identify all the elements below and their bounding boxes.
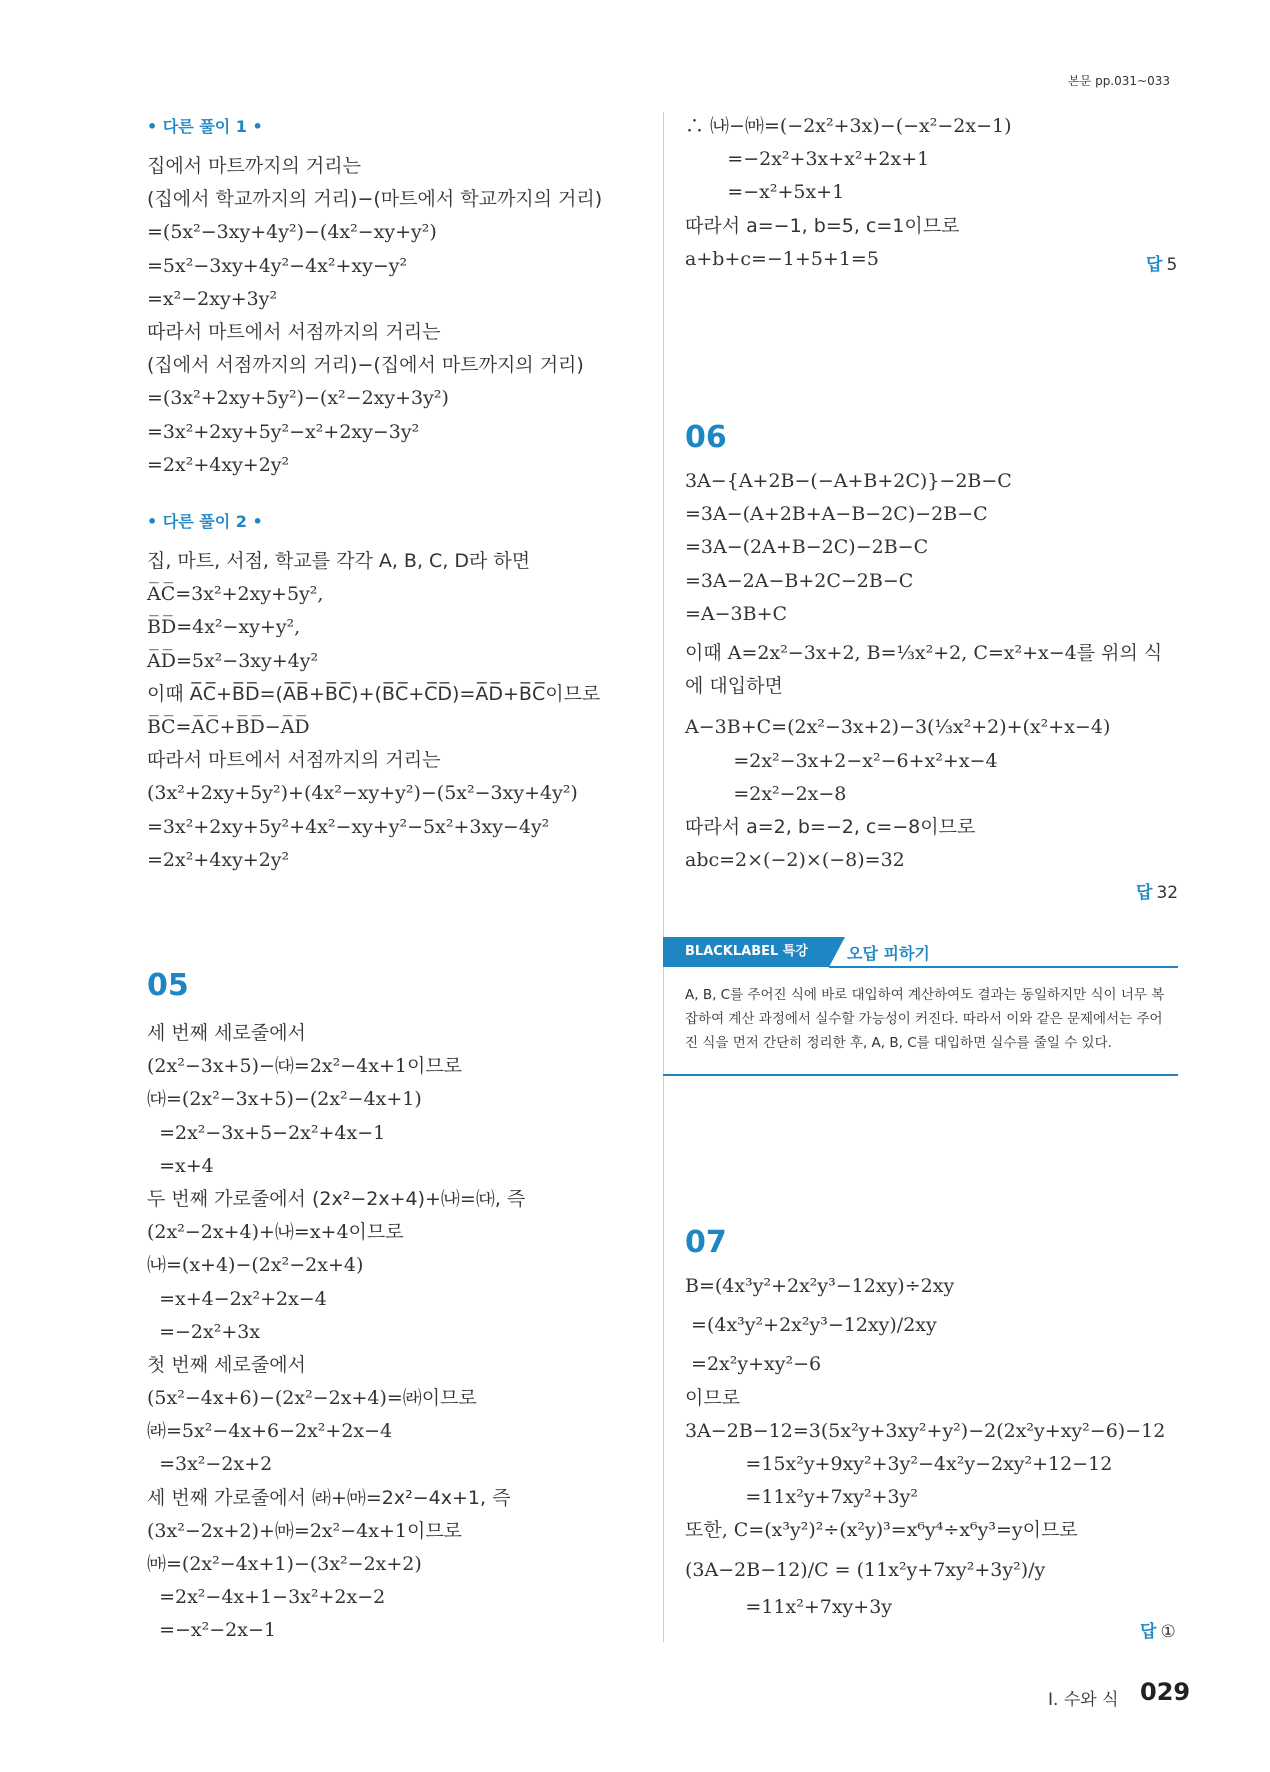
solution-line: 또한, C=(x³y²)²÷(x²y)³=x⁶y⁴÷x⁶y³=y이므로 <box>685 1519 1078 1542</box>
solution-line: 이때 A̅C̅+B̅D̅=(A̅B̅+B̅C̅)+(B̅C̅+C̅D̅)=A̅D̅+B̅C̅이므로 <box>147 682 601 705</box>
solution-line: (집에서 서점까지의 거리)−(집에서 마트까지의 거리) <box>147 354 584 377</box>
alt-solution-2 <box>147 509 263 532</box>
answer-label: 답 <box>1146 255 1163 275</box>
solution-line: 집에서 마트까지의 거리는 <box>147 155 361 177</box>
problem-05-continued <box>685 110 1012 276</box>
solution-line: =3A−(A+2B+A−B−2C)−2B−C <box>685 503 988 526</box>
solution-line: 3A−{A+2B−(−A+B+2C)}−2B−C <box>685 470 1012 492</box>
blacklabel-box <box>663 937 1178 1077</box>
alt-solution-2-body <box>147 545 600 877</box>
alt-solution-2-title: • 다른 풀이 2 • <box>147 512 263 531</box>
solution-line: (2x²−3x+5)−㈐=2x²−4x+1이므로 <box>147 1055 463 1078</box>
problem-number-06: 06 <box>685 420 727 455</box>
solution-line: =A−3B+C <box>685 602 788 625</box>
solution-line: =3x²+2xy+5y²−x²+2xy−3y² <box>147 420 420 443</box>
answer-05 <box>1146 250 1177 275</box>
solution-line: B̅D̅=4x²−xy+y², <box>147 616 301 639</box>
problem-05-body <box>147 1017 525 1648</box>
solution-line: =x²−2xy+3y² <box>147 287 278 310</box>
answer-value: ① <box>1160 1622 1176 1642</box>
solution-line: (3A−2B−12)/C = (11x²y+7xy²+3y²)/y <box>685 1558 1046 1581</box>
solution-line: 이때 A=2x²−3x+2, B=⅓x²+2, C=x²+x−4를 위의 식 <box>685 641 1163 664</box>
solution-line: =−x²−2x−1 <box>147 1619 276 1642</box>
solution-line: (3x²+2xy+5y²)+(4x²−xy+y²)−(5x²−3xy+4y²) <box>147 782 578 805</box>
problem-07-body <box>685 1270 1165 1624</box>
solution-line: 이므로 <box>685 1386 741 1409</box>
solution-line: 첫 번째 세로줄에서 <box>147 1353 306 1376</box>
column-divider <box>663 112 664 1642</box>
alt-solution-1-title: • 다른 풀이 1 • <box>147 117 263 136</box>
solution-line: ㈐=(2x²−3x+5)−(2x²−4x+1) <box>147 1088 422 1111</box>
solution-line: 따라서 마트에서 서점까지의 거리는 <box>147 320 441 343</box>
solution-line: 에 대입하면 <box>685 675 783 698</box>
footer-chapter: Ⅰ. 수와 식 <box>1048 1690 1119 1710</box>
blacklabel-tab-notch <box>829 937 845 967</box>
problem-number-05: 05 <box>147 968 189 1003</box>
solution-line: 세 번째 가로줄에서 ㈑+㈒=2x²−4x+1, 즉 <box>147 1486 511 1509</box>
solution-line: =x+4−2x²+2x−4 <box>147 1287 327 1310</box>
answer-value: 5 <box>1166 255 1178 275</box>
answer-07 <box>1140 1617 1176 1642</box>
solution-line: =2x²−2x−8 <box>685 782 847 805</box>
blacklabel-top-rule <box>829 966 1178 968</box>
blacklabel-bottom-rule <box>663 1074 1178 1076</box>
solution-line: =11x²y+7xy²+3y² <box>685 1486 918 1509</box>
solution-line: =(4x³y²+2x²y³−12xy)/2xy <box>685 1314 937 1337</box>
alt-solution-1 <box>147 114 263 137</box>
answer-label: 답 <box>1136 883 1153 903</box>
solution-line: ∴ ㈏−㈒=(−2x²+3x)−(−x²−2x−1) <box>685 115 1012 137</box>
solution-line: (2x²−2x+4)+㈏=x+4이므로 <box>147 1221 404 1244</box>
solution-line: =(5x²−3xy+4y²)−(4x²−xy+y²) <box>147 221 437 244</box>
solution-line: 세 번째 세로줄에서 <box>147 1022 306 1044</box>
solution-line: 두 번째 가로줄에서 (2x²−2x+4)+㈏=㈐, 즉 <box>147 1187 526 1210</box>
problem-06-body <box>685 465 1162 877</box>
solution-line: 따라서 a=2, b=−2, c=−8이므로 <box>685 815 976 838</box>
solution-line: A−3B+C=(2x²−3x+2)−3(⅓x²+2)+(x²+x−4) <box>685 716 1111 739</box>
solution-line: 집, 마트, 서점, 학교를 각각 A, B, C, D라 하면 <box>147 550 531 572</box>
solution-line: =−2x²+3x+x²+2x+1 <box>685 148 930 171</box>
blacklabel-text: A, B, C를 주어진 식에 바로 대입하여 계산하여도 결과는 동일하지만 식이 너무 복잡하여 계산 과정에서 실수할 가능성이 커진다. 따라서 이와 같은 문제에서는 주어진 식을 먼저 간단히 정리한 후, A, B, C를 대입하면 실수를 줄일 수 있다. <box>685 987 1165 1051</box>
solution-line: =11x²+7xy+3y <box>685 1595 893 1618</box>
solution-line: 따라서 마트에서 서점까지의 거리는 <box>147 749 441 772</box>
solution-line: =2x²−4x+1−3x²+2x−2 <box>147 1586 386 1609</box>
alt-solution-1-body <box>147 150 602 482</box>
solution-line: a+b+c=−1+5+1=5 <box>685 247 879 270</box>
solution-line: A̅D̅=5x²−3xy+4y² <box>147 649 319 672</box>
solution-line: ㈒=(2x²−4x+1)−(3x²−2x+2) <box>147 1553 422 1575</box>
page-reference: 본문 pp.031~033 <box>1068 74 1170 88</box>
solution-line: (5x²−4x+6)−(2x²−2x+4)=㈑이므로 <box>147 1387 477 1410</box>
solution-line: (3x²−2x+2)+㈒=2x²−4x+1이므로 <box>147 1519 463 1542</box>
answer-06 <box>1136 878 1178 903</box>
solution-line: =3A−2A−B+2C−2B−C <box>685 569 914 592</box>
solution-line: =2x²−3x+2−x²−6+x²+x−4 <box>685 749 998 772</box>
blacklabel-tab: BLACKLABEL 특강 <box>663 937 829 967</box>
problem-number-07: 07 <box>685 1225 727 1260</box>
solution-line: abc=2×(−2)×(−8)=32 <box>685 849 905 872</box>
solution-line: ㈑=5x²−4x+6−2x²+2x−4 <box>147 1420 393 1443</box>
blacklabel-heading: 오답 피하기 <box>847 944 930 963</box>
solution-line: =2x²−3x+5−2x²+4x−1 <box>147 1121 386 1144</box>
solution-line: B=(4x³y²+2x²y³−12xy)÷2xy <box>685 1275 955 1297</box>
solution-line: (집에서 학교까지의 거리)−(마트에서 학교까지의 거리) <box>147 188 603 211</box>
solution-line: =3x²+2xy+5y²+4x²−xy+y²−5x²+3xy−4y² <box>147 815 550 838</box>
answer-value: 32 <box>1156 883 1179 903</box>
solution-line: =15x²y+9xy²+3y²−4x²y−2xy²+12−12 <box>685 1452 1113 1475</box>
solution-line: =x+4 <box>147 1154 214 1177</box>
solution-line: B̅C̅=A̅C̅+B̅D̅−A̅D̅ <box>147 715 310 738</box>
solution-line: =−x²+5x+1 <box>685 181 845 204</box>
solution-line: =−2x²+3x <box>147 1320 261 1343</box>
solution-line: 3A−2B−12=3(5x²y+3xy²+y²)−2(2x²y+xy²−6)−12 <box>685 1419 1166 1442</box>
solution-line: =2x²+4xy+2y² <box>147 848 290 871</box>
solution-line: =5x²−3xy+4y²−4x²+xy−y² <box>147 254 408 277</box>
solution-line: =2x²+4xy+2y² <box>147 453 290 476</box>
solution-line: 따라서 a=−1, b=5, c=1이므로 <box>685 214 960 237</box>
answer-label: 답 <box>1140 1622 1157 1642</box>
solution-line: =3A−(2A+B−2C)−2B−C <box>685 536 929 559</box>
solution-line: =3x²−2x+2 <box>147 1453 273 1476</box>
solution-line: ㈏=(x+4)−(2x²−2x+4) <box>147 1254 364 1277</box>
solution-line: A̅C̅=3x²+2xy+5y², <box>147 583 324 606</box>
solution-line: =(3x²+2xy+5y²)−(x²−2xy+3y²) <box>147 387 449 410</box>
page-number: 029 <box>1140 1678 1191 1706</box>
solution-line: =2x²y+xy²−6 <box>685 1353 822 1376</box>
